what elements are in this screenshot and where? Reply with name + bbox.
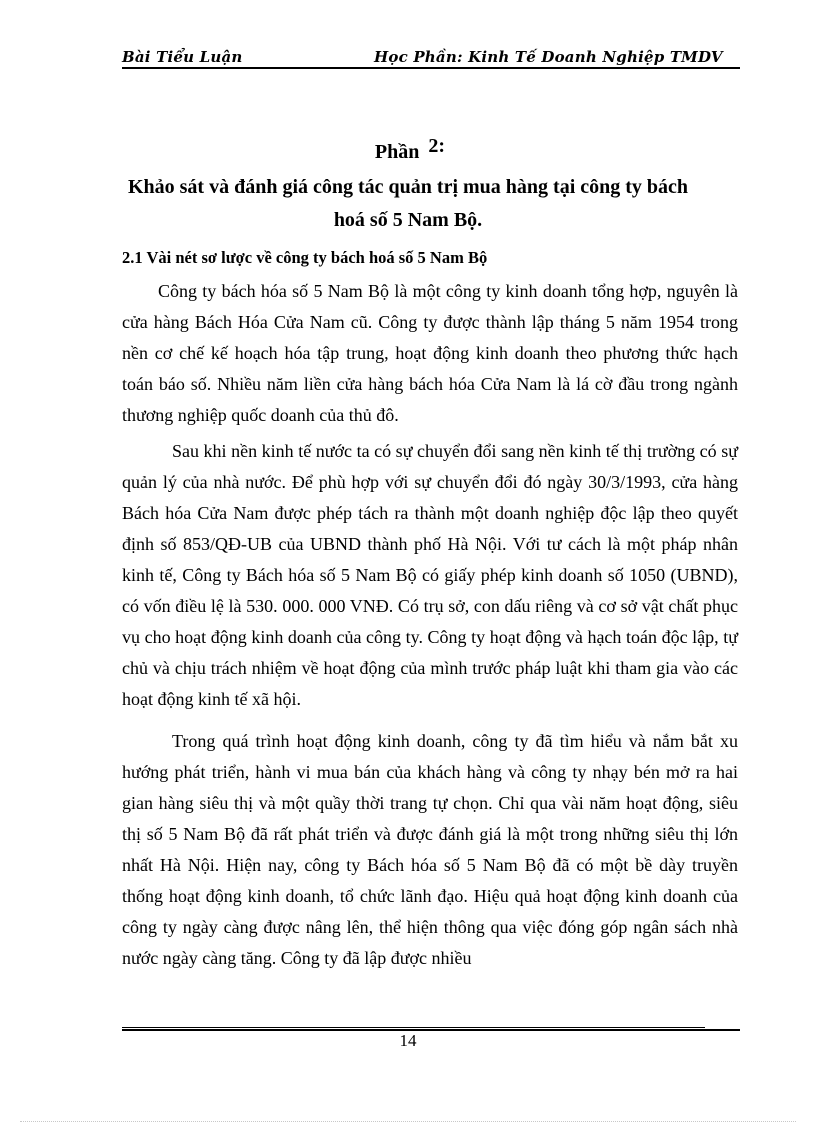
footer-rule-thin: [122, 1027, 705, 1028]
chapter-title-line-1: Khảo sát và đánh giá công tác quản trị mua hàng tại công ty bách: [127, 176, 689, 198]
header-rule: [122, 67, 740, 69]
paragraph-3: Trong quá trình hoạt động kinh doanh, công ty đã tìm hiểu và nắm bắt xu hướng phát triển, hành vi mua bán của khách hàng và công ty nhạy bén mở ra hai gian hàng siêu thị và một quầy thời trang tự chọn. Chỉ qua vài năm hoạt động, siêu thị số 5 Nam Bộ đã rất phát triển và được đánh giá là một trong những siêu thị lớn nhất Hà Nội. Hiện nay, công ty Bách hóa số 5 Nam Bộ đã có một bề dày truyền thống hoạt động kinh doanh, tổ chức lãnh đạo. Hiệu quả hoạt động kinh doanh của công ty ngày càng được nâng lên, thể hiện thông qua việc đóng góp ngân sách nhà nước ngày càng tăng. Công ty đã lập được nhiều: [122, 731, 738, 968]
paragraph-2: Sau khi nền kinh tế nước ta có sự chuyển đổi sang nền kinh tế thị trường có sự quản lý của nhà nước. Để phù hợp với sự chuyển đổi đó ngày 30/3/1993, cửa hàng Bách hóa Cửa Nam được phép tách ra thành một doanh nghiệp độc lập theo quyết định số 853/QĐ-UB của UBND thành phố Hà Nội. Với tư cách là một pháp nhân kinh tế, Công ty Bách hóa số 5 Nam Bộ có giấy phép kinh doanh số 1050 (UBND), có vốn điều lệ là 530. 000. 000 VNĐ. Có trụ sở, con dấu riêng và cơ sở vật chất phục vụ cho hoạt động kinh doanh của công ty. Công ty hoạt động và hạch toán độc lập, tự chủ và chịu trách nhiệm về hoạt động của mình trước pháp luật khi tham gia vào các hoạt động kinh tế xã hội.: [122, 441, 738, 709]
page-bottom-guide: [20, 1121, 796, 1122]
page-number: 14: [399, 1031, 417, 1050]
part-number: 2:: [428, 135, 446, 157]
part-label: Phần: [374, 141, 420, 163]
part-title: [0, 135, 816, 164]
chapter-title-line-2: hoá số 5 Nam Bộ.: [333, 209, 483, 231]
header-right-text: Học Phần: Kinh Tế Doanh Nghiệp TMDV: [374, 48, 723, 66]
paragraph-1: Công ty bách hóa số 5 Nam Bộ là một công ty kinh doanh tổng hợp, nguyên là cửa hàng Bách Hóa Cửa Nam cũ. Công ty được thành lập tháng 5 năm 1954 trong nền cơ chế kế hoạch hóa tập trung, hoạt động kinh doanh theo phương thức hạch toán báo số. Nhiều năm liền cửa hàng bách hóa Cửa Nam là lá cờ đầu trong ngành thương nghiệp quốc doanh của thủ đô.: [122, 281, 738, 425]
running-header: [122, 48, 740, 68]
header-left-text: Bài Tiểu Luận: [122, 48, 243, 66]
section-heading: 2.1 Vài nét sơ lược về công ty bách hoá số 5 Nam Bộ: [122, 248, 488, 267]
